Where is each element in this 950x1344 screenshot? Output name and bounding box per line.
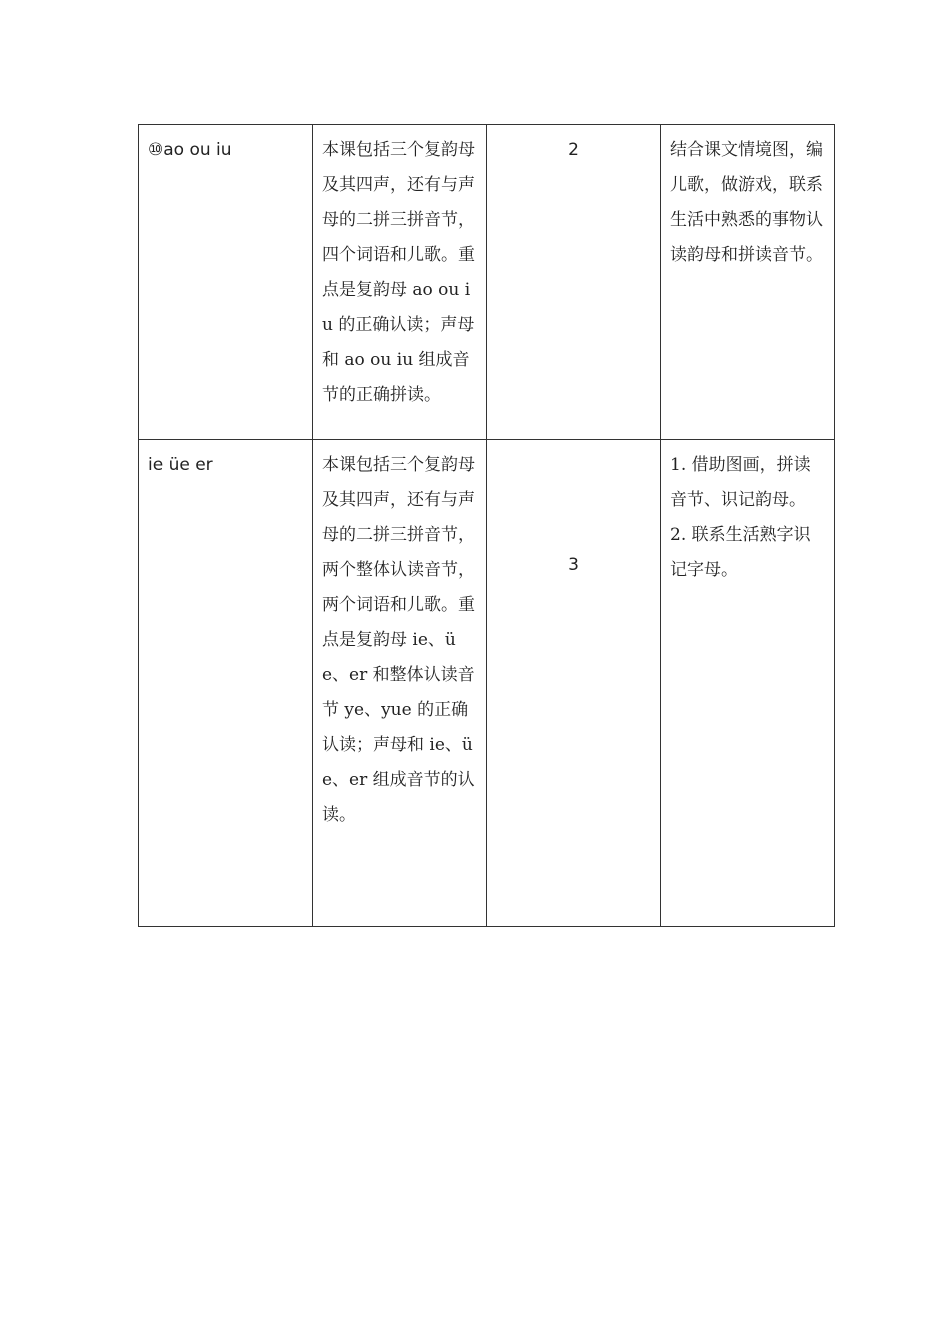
lesson-title-cell: ie üe er (139, 440, 313, 927)
lesson-hours-cell: 3 (487, 440, 661, 927)
table-row (139, 125, 835, 440)
lesson-methods-cell (661, 440, 835, 927)
method-paragraph: 2. 联系生活熟字识记字母。 (670, 525, 811, 580)
method-paragraph: 结合课文情境图，编儿歌，做游戏，联系生活中熟悉的事物认读韵母和拼读音节。 (670, 140, 823, 265)
lesson-hours-cell: 2 (487, 125, 661, 440)
lesson-description-cell: 本课包括三个复韵母及其四声，还有与声母的二拼三拼音节，两个整体认读音节，两个词语和儿歌。重点是复韵母 ie、üe、er 和整体认读音节 ye、yue 的正确认读；声母和 ie、üe、er 组成音节的认读。 (313, 440, 487, 927)
method-paragraph: 1. 借助图画，拼读音节、识记韵母。 (670, 455, 811, 510)
table-row (139, 440, 835, 927)
lesson-title-cell: ⑩ao ou iu (139, 125, 313, 440)
lesson-plan-table (138, 124, 835, 927)
lesson-methods-cell (661, 125, 835, 440)
lesson-description-cell: 本课包括三个复韵母及其四声，还有与声母的二拼三拼音节，四个词语和儿歌。重点是复韵母 ao ou iu 的正确认读；声母和 ao ou iu 组成音节的正确拼读。 (313, 125, 487, 440)
